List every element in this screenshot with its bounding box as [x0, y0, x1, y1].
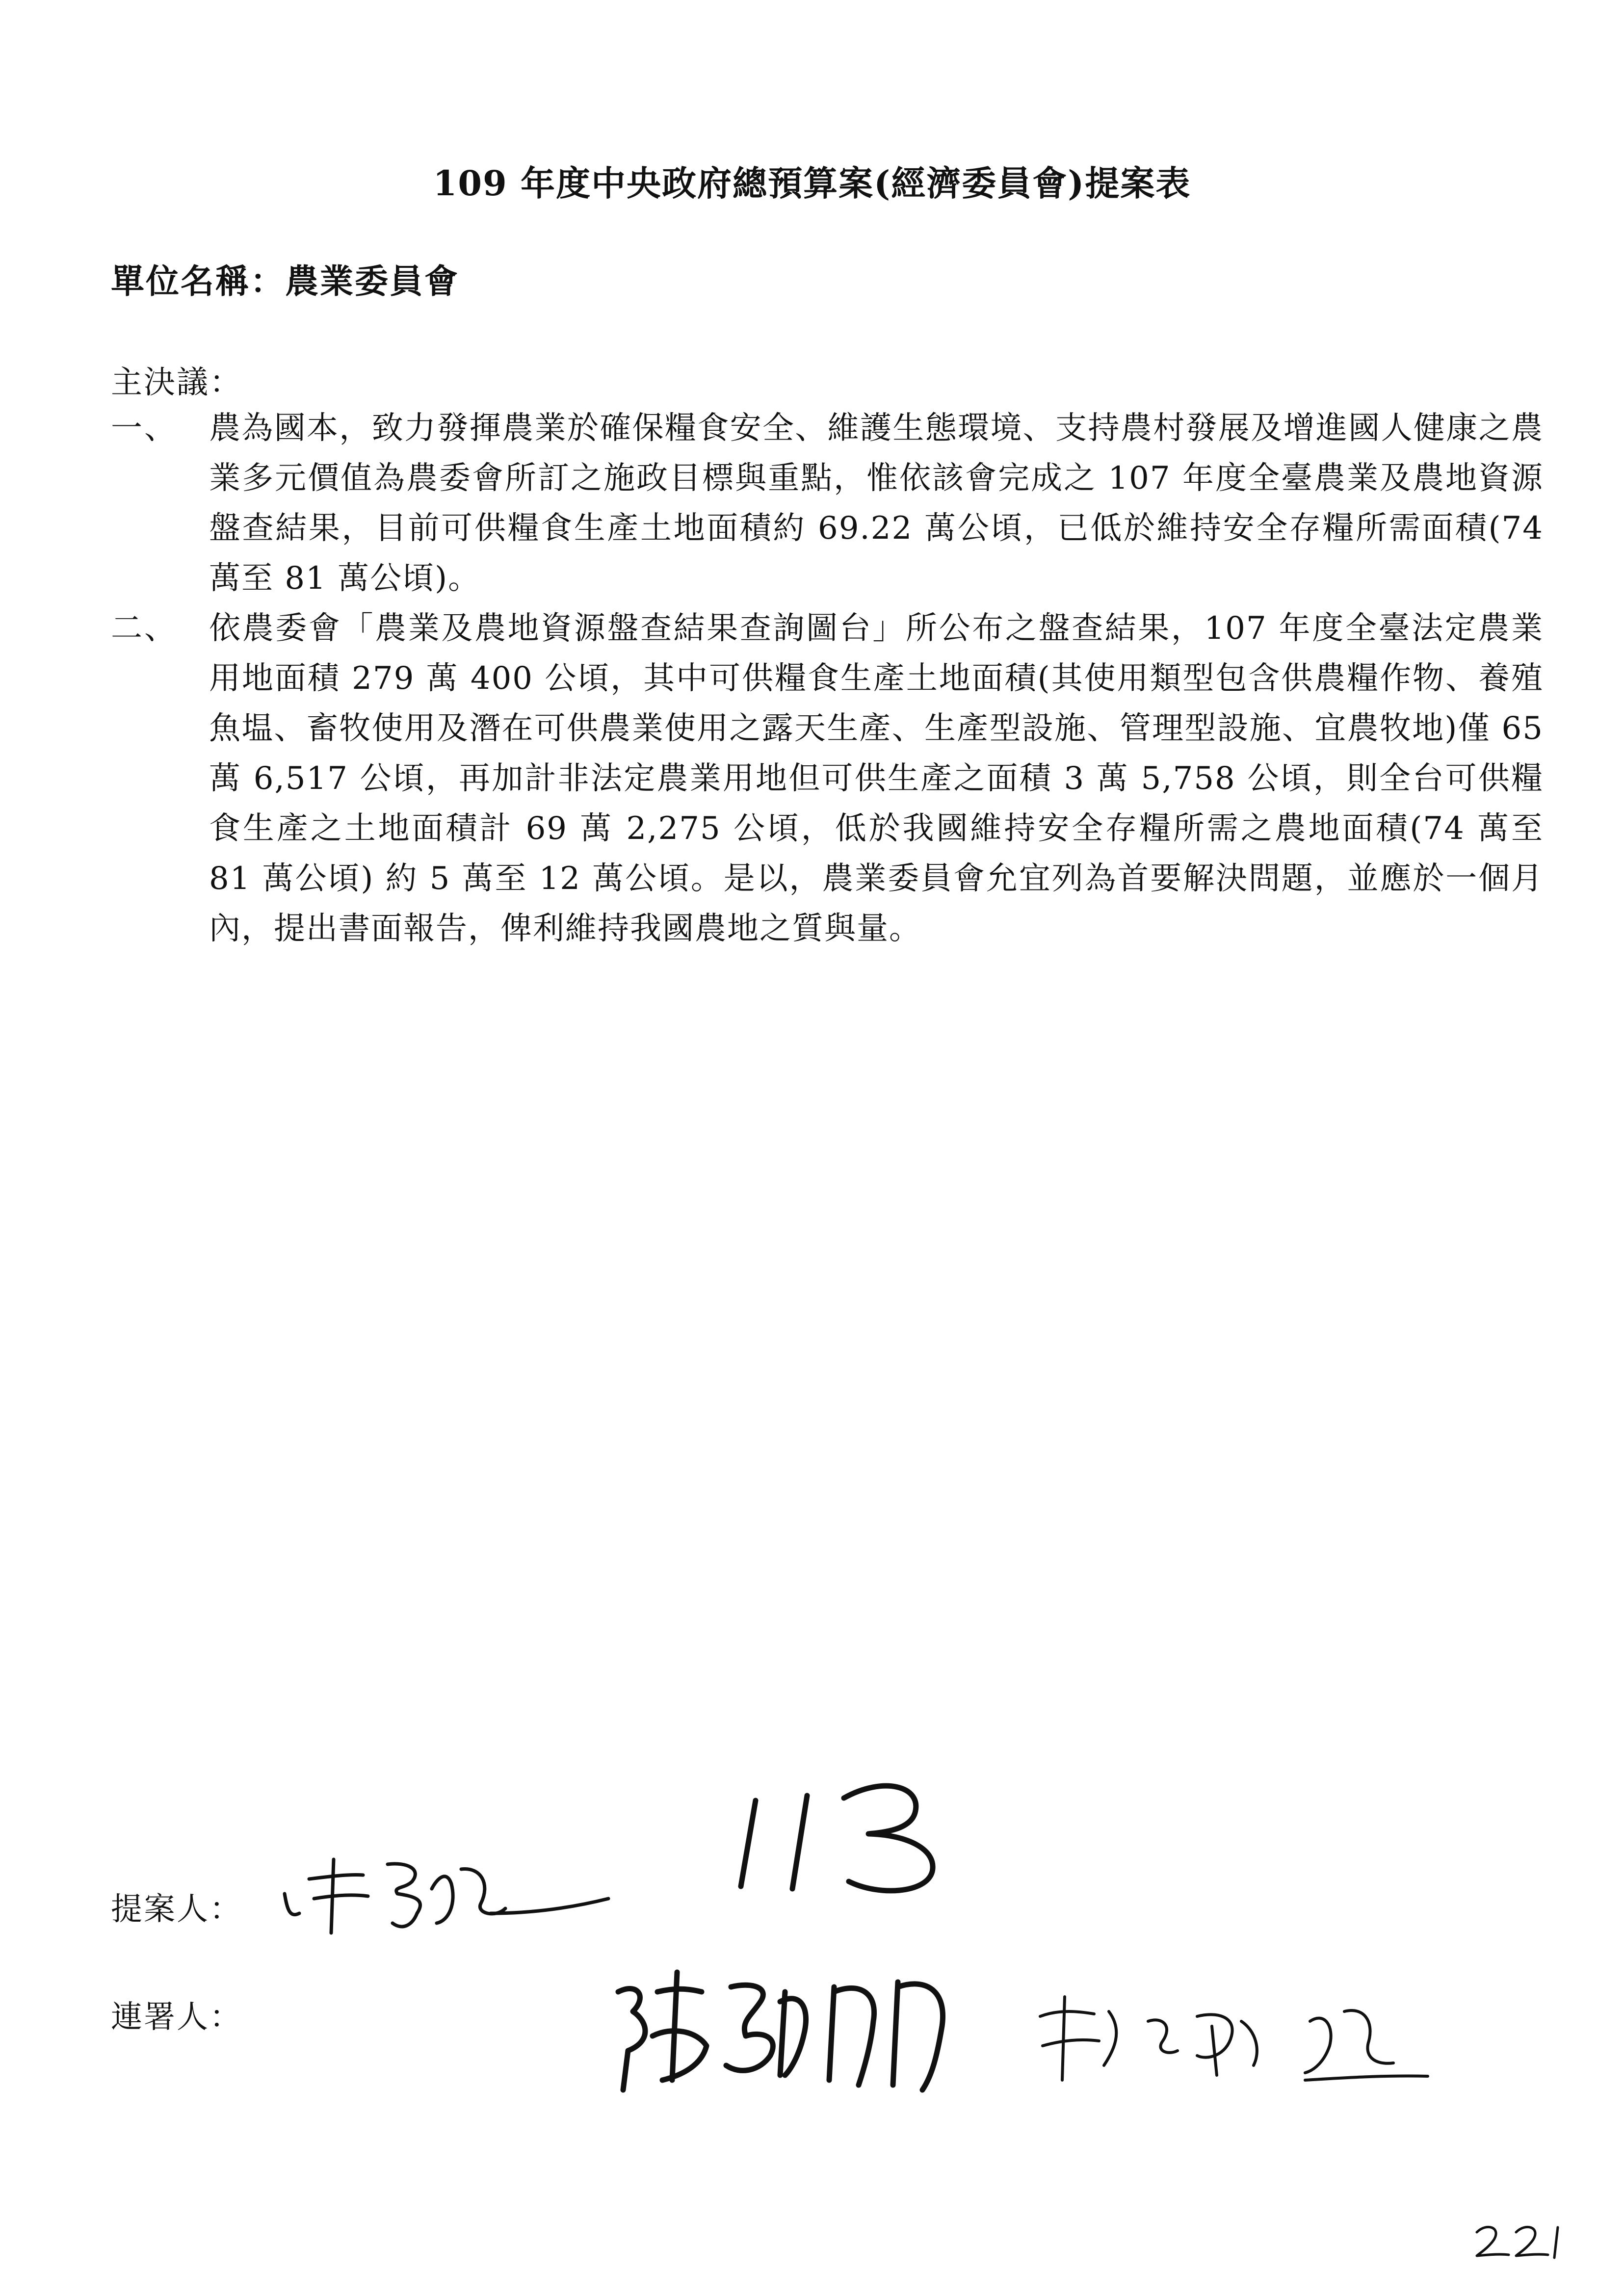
item-text: 農為國本，致力發揮農業於確保糧食安全、維護生態環境、支持農村發展及增進國人健康之農業多元價值為農委會所訂之施政目標與重點，惟依該會完成之 107 年度全臺農業及農地資源盤查結果，目前可供糧食生產土地面積約 69.22 萬公頃，已低於維持安全存糧所需面積(74 萬至 81 萬公頃)。	[209, 410, 1544, 597]
resolution-item	[111, 603, 1544, 954]
handwritten-case-number	[721, 1771, 976, 1899]
page-number	[1467, 2218, 1565, 2262]
cosigner-signature	[603, 1962, 976, 2100]
unit-name-line: 單位名稱：農業委員會	[111, 262, 460, 301]
item-marker: 一、	[111, 410, 178, 446]
resolution-item	[111, 403, 1544, 603]
item-text: 依農委會「農業及農地資源盤查結果查詢圖台」所公布之盤查結果，107 年度全臺法定農業用地面積 279 萬 400 公頃，其中可供糧食生產土地面積(其使用類型包含供農糧作物、養殖魚塭、畜牧使用及潛在可供農業使用之露天生產、生產型設施、管理型設施、宜農牧地)僅 65 萬 6,517 公頃，再加計非法定農業用地但可供生產之面積 3 萬 5,758 公頃，則全台可供糧食生產之土地面積計 69 萬 2,275 公頃，低於我國維持安全存糧所需之農地面積(74 萬至 81 萬公頃) 約 5 萬至 12 萬公頃。是以，農業委員會允宜列為首要解決問題，並應於一個月內，提出書面報告，俾利維持我國農地之質與量。	[209, 610, 1544, 947]
item-marker: 二、	[111, 610, 178, 647]
resolution-heading: 主決議：	[111, 365, 242, 401]
cosigner-signature	[1030, 1982, 1438, 2090]
proposer-label: 提案人：	[111, 1891, 242, 1928]
document-title: 109 年度中央政府總預算案(經濟委員會)提案表	[433, 163, 1191, 204]
proposer-signature	[275, 1840, 618, 1938]
cosigner-label: 連署人：	[111, 1999, 242, 2035]
